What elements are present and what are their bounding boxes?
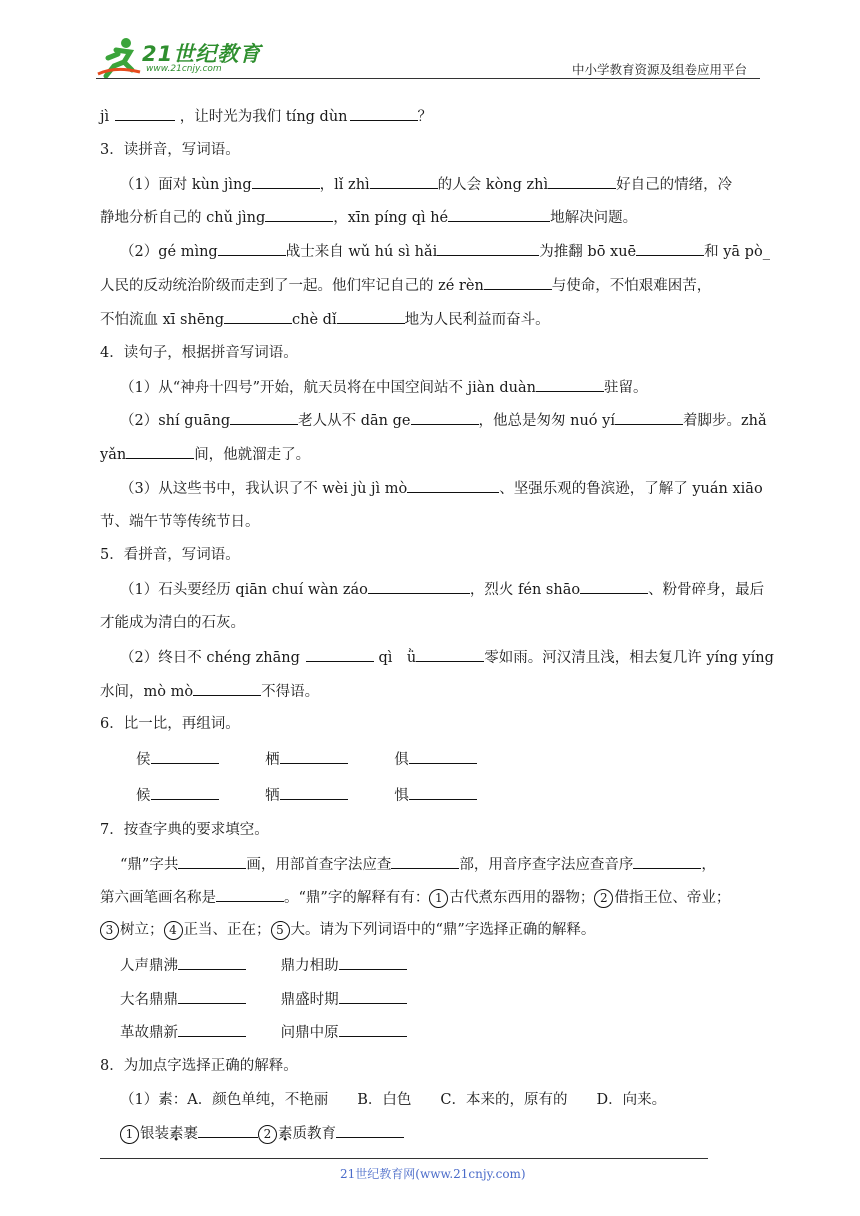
q7-line1: “鼎”字共 画，用部首查字法应查 部，用音序查字法应查音序 ， (120, 854, 716, 875)
q8-item1: （1）素：A．颜色单纯，不艳丽 B．白色 C．本来的，原有的 D．向来。 (120, 1092, 667, 1108)
q3-item2-line2: 人民的反动统治阶级而走到了一起。他们牢记自己的 zé rèn 与使命，不怕艰难困苦， (100, 275, 711, 296)
q4-item2-line1: （2）shí guāng 老人从不 dān ge ，他总是匆匆 nuó yí 着脚步。zhǎ (120, 410, 767, 431)
logo-url: www.21cnjy.com (146, 64, 222, 74)
question-7-title: 7．按查字典的要求填空。 (100, 822, 269, 838)
question-3-title: 3．读拼音，写词语。 (100, 142, 240, 158)
q4-item1: （1）从“神舟十四号”开始，航天员将在中国空间站不 jiàn duàn 驻留。 (120, 377, 648, 398)
q5-item1-line1: （1）石头要经历 qiān chuí wàn záo ，烈火 fén shāo 、粉骨碎身，最后 (120, 579, 764, 600)
q7-line2: 第六画笔画名称是 。“鼎”字的解释有有： 1 古代煮东西用的器物； 2 借指王位、帝业； (100, 887, 730, 908)
q5-item2-line2: 水间，mò mò 不得语。 (100, 681, 319, 702)
footer-text: 21世纪教育网(www.21cnjy.com) (340, 1167, 526, 1181)
q4-item2-line2: yǎn 间，他就溜走了。 (100, 444, 310, 465)
q7-words-row1: 人声鼎沸 鼎力相助 (120, 955, 407, 976)
q3-item1-line1: （1）面对 kùn jìng ，lǐ zhì 的人会 kòng zhì 好自己的情绪，冷 (120, 174, 732, 195)
q5-item2-line1: （2）终日不 chéng zhāng qì ǜ 零如雨。河汉清且浅，相去复几许 yíng yíng (120, 647, 774, 668)
runner-logo-icon (96, 36, 142, 78)
line-continuation: jì ，让时光为我们 tíng dùn ？ (100, 106, 432, 127)
q7-words-row3: 革故鼎新 问鼎中原 (120, 1022, 407, 1043)
footer-rule (100, 1158, 708, 1159)
question-6-title: 6．比一比，再组词。 (100, 716, 240, 732)
q6-row2: 候 牺 惧 (136, 785, 477, 806)
q3-item1-line2: 静地分析自己的 chǔ jìng ，xīn píng qì hé 地解决问题。 (100, 207, 637, 228)
logo-text: 21世纪教育 (142, 42, 262, 66)
q3-item2-line3: 不怕流血 xī shēng chè dǐ 地为人民利益而奋斗。 (100, 309, 550, 330)
q4-item3-line2: 节、端午节等传统节日。 (100, 514, 260, 530)
header-tagline: 中小学教育资源及组卷应用平台 (572, 62, 748, 77)
q8-item1-words: 1 银装素裹 2 素质教育 (120, 1123, 404, 1144)
q7-words-row2: 大名鼎鼎 鼎盛时期 (120, 989, 407, 1010)
q3-item2-line1: （2）gé mìng 战士来自 wǔ hú sì hǎi 为推翻 bō xuē 和 yā pò_ (120, 241, 770, 262)
q5-item1-line2: 才能成为清白的石灰。 (100, 615, 245, 631)
question-5-title: 5．看拼音，写词语。 (100, 547, 240, 563)
question-4-title: 4．读句子，根据拼音写词语。 (100, 345, 298, 361)
q7-line3: 3 树立； 4 正当、正在； 5 大。请为下列词语中的“鼎”字选择正确的解释。 (100, 920, 595, 940)
question-8-title: 8．为加点字选择正确的解释。 (100, 1058, 298, 1074)
header-rule (96, 78, 760, 79)
q6-row1: 侯 栖 俱 (136, 749, 477, 770)
q4-item3-line1: （3）从这些书中，我认识了不 wèi jù jì mò 、坚强乐观的鲁滨逊，了解了 yuán xiāo (120, 478, 763, 499)
